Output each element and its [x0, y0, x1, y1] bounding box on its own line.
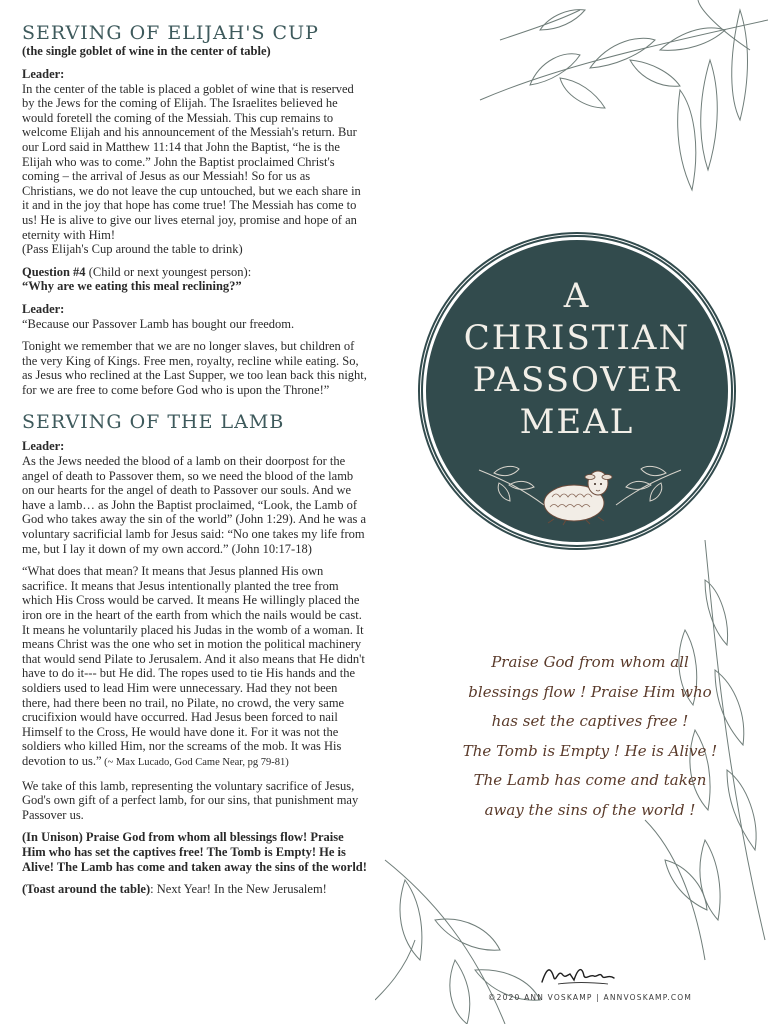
answer-text: “Because our Passover Lamb has bought our freedom. [22, 316, 295, 331]
toast-label: (Toast around the table) [22, 882, 151, 897]
praise-line-2: blessings flow ! Praise Him who [468, 682, 712, 701]
lamb-leader-paragraph [22, 439, 367, 556]
answer-paragraph-2: Tonight we remember that we are no longer slaves, but children of the very King of Kings. Free men, royalty, recline while eating. So, as Jesus who reclined at the Last Supper, we too lean back this night, for we are free to come before God who is upon the Throne!” [22, 339, 367, 397]
title-line-2: CHRISTIAN [463, 318, 691, 358]
praise-line-3: has set the captives free ! [491, 712, 689, 731]
unison-paragraph: (In Unison) Praise God from whom all blessings flow! Praise Him who has set the captives free! The Tomb is Empty! He is Alive! The Lamb has come and taken away the sins of the world! [22, 830, 367, 874]
praise-line-5: The Lamb has come and taken [473, 771, 707, 790]
title-line-3: PASSOVER [472, 360, 682, 400]
question-who: (Child or next youngest person): [85, 264, 252, 279]
footer-copyright: ©2020 ANN VOSKAMP | ANNVOSKAMP.COM [487, 993, 693, 1002]
answer-label: Leader: [22, 301, 65, 316]
question-label: Question #4 [22, 264, 86, 279]
question-paragraph [22, 265, 367, 294]
title-block [426, 275, 728, 443]
praise-line-4: The Tomb is Empty ! He is Alive ! [462, 741, 718, 760]
praise-line-1: Praise God from whom all [491, 653, 689, 671]
title-line-4: MEAL [519, 402, 635, 442]
instruction-text: (Pass Elijah's Cup around the table to drink) [22, 242, 243, 257]
leader-label: Leader: [22, 67, 65, 81]
toast-paragraph [22, 882, 367, 897]
lamb-leader-label: Leader: [22, 439, 65, 454]
toast-text: : Next Year! In the New Jerusalem! [150, 882, 327, 897]
top-right-leaves-illustration [470, 0, 768, 200]
praise-quote [430, 648, 750, 826]
section-heading-elijahs-cup: SERVING OF ELIJAH'S CUP [22, 22, 319, 44]
lamb-sacrifice-paragraph: We take of this lamb, representing the voluntary sacrifice of Jesus, God's own gift of a perfect lamb, for our sins, that punishment may Passover us. [22, 778, 359, 822]
title-line-1: A [563, 276, 591, 316]
praise-line-6: away the sins of the world ! [484, 800, 696, 819]
leader-paragraph [22, 67, 367, 257]
lamb-illustration [474, 455, 686, 535]
section-subheading: (the single goblet of wine in the center of table) [22, 44, 271, 58]
signature-graphic [538, 960, 618, 988]
section-heading-lamb: SERVING OF THE LAMB [22, 411, 285, 434]
lamb-leader-text: As the Jews needed the blood of a lamb on their doorpost for the angel of death to Passover them, so we need the blood of the lamb on our hearts for the angel of death to Passover our souls. And we have a lamb… as John the Baptist proclaimed, “Look, the Lamb of God who takes away the sin of the world” (John 1:29). And he was a voluntary sacrificial lamb for Jesus said: “No one takes my life from me, but I lay it down of my own accord.” (John 10:17-18) [22, 454, 367, 556]
answer-paragraph [22, 302, 367, 331]
lucado-quote-text: “What does that mean? It means that Jesus planned His own sacrifice. It means that Jesus intentionally planted the tree from which His Cross would be carved. It means He willingly placed the iron ore in the heart of the earth from which the nails would be cast. It means he voluntarily placed his Judas in the womb of a woman. It means Christ was the one who set in motion the political machinery that would send Pilate to Jerusalem. And it also means that He didn't have to do it--- but He did. The ropes used to tie His hands and the soldiers used to lead Him were unnecessary. Had they not been there, had there been no trail, no Pilate, no crowd, the very same crucifixion would have occurred. Had Jesus been forced to nail Himself to the Cross, He would have done it. For it was not the soldiers who killed Him, nor the screams of the mob. It was His devotion to us.” [22, 564, 365, 768]
title-circle [423, 237, 731, 545]
question-text: “Why are we eating this meal reclining?” [22, 279, 242, 294]
lucado-quote-paragraph [22, 564, 367, 770]
leader-text: In the center of the table is placed a goblet of wine that is reserved by the Jews for the coming of Elijah. The Israelites believed he would foretell the coming of the Messiah. This cup remains to welcome Elijah and his announcement of the Messiah's return. Bur our Lord said in Matthew 11:14 that John the Baptist, “he is the Elijah who was to come.” John the Baptist proclaimed Christ's coming – the arrival of Jesus as our Messiah! So for us as Christians, we do not leave the cup untouched, but we each share in it and in the joy that hope has come true! The Messiah has come to us! He is alive to give our lives eternal joy, promise and hope of an eternity with Him! [22, 81, 361, 242]
lucado-citation: (~ Max Lucado, God Came Near, pg 79-81) [101, 756, 289, 768]
left-column [22, 22, 367, 905]
